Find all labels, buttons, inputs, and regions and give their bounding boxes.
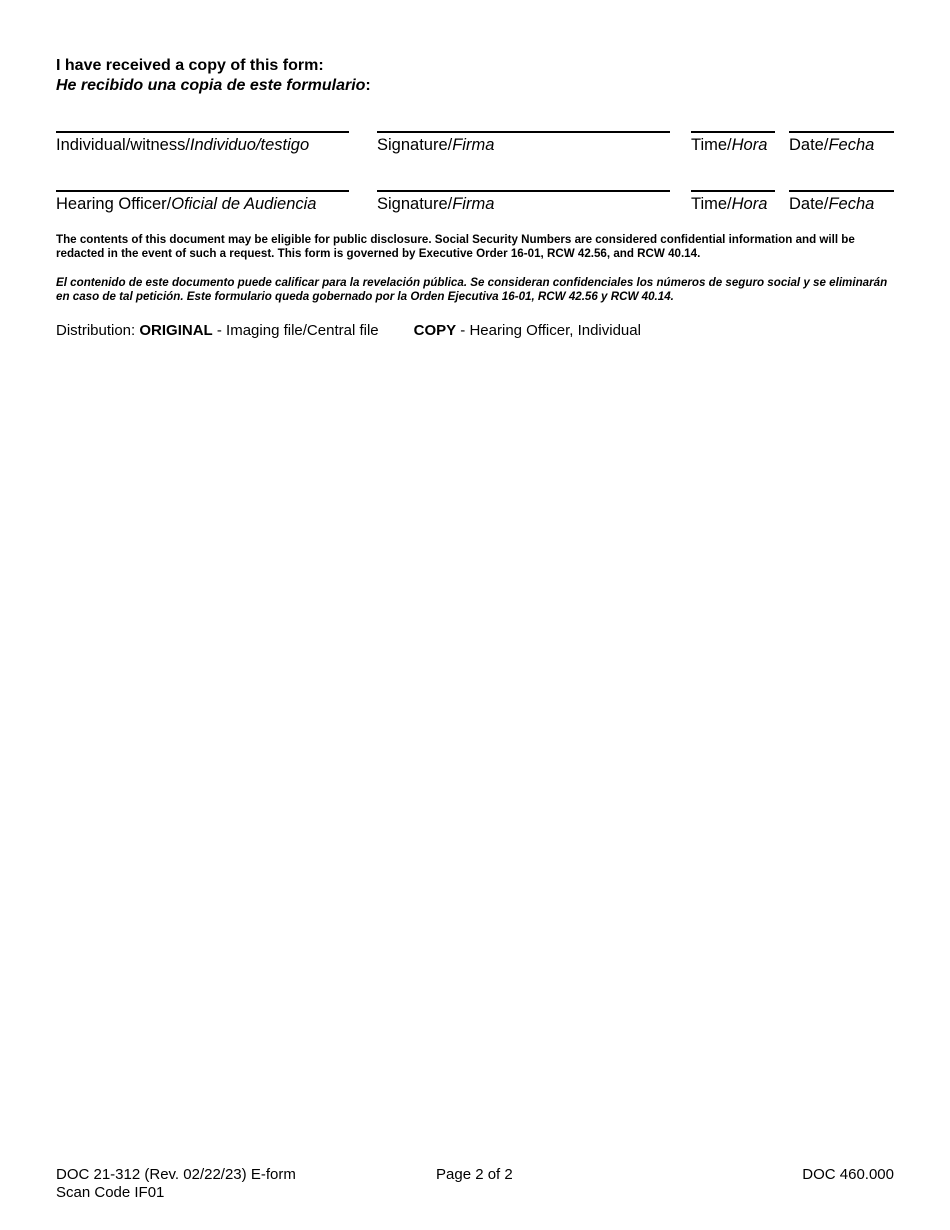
- time-label-es: Hora: [731, 195, 768, 213]
- scan-code: Scan Code IF01: [56, 1184, 165, 1201]
- date-label-es: Fecha: [828, 195, 875, 213]
- individual-date-line[interactable]: [789, 131, 894, 155]
- individual-label-es: Individuo/testigo: [189, 136, 310, 154]
- time-label: Time/: [691, 195, 732, 213]
- heading-spanish: [56, 76, 371, 96]
- date-label: Date/: [789, 195, 829, 213]
- signature-row-individual: [0, 131, 950, 161]
- signature-label: Signature/: [377, 195, 453, 213]
- heading-english: I have received a copy of this form:: [56, 57, 324, 74]
- time-label: Time/: [691, 136, 732, 154]
- hearing-officer-date-line[interactable]: [789, 190, 894, 214]
- hearing-officer-time-line[interactable]: [691, 190, 775, 214]
- heading-spanish-colon: :: [365, 77, 371, 94]
- policy-number: DOC 460.000: [802, 1166, 894, 1183]
- disclosure-notice-spanish: El contenido de este documento puede calificar para la revelación pública. Se consideran confidenciales los números de seguro social y se eliminarán en caso de tal petición. Este formulario queda gobernado por la Orden Ejecutiva 16-01, RCW 42.56 y RCW 40.14.: [56, 276, 888, 303]
- individual-label: Individual/witness/: [56, 136, 190, 154]
- individual-time-line[interactable]: [691, 131, 775, 155]
- hearing-officer-label-es: Oficial de Audiencia: [171, 195, 317, 213]
- time-label-es: Hora: [731, 136, 768, 154]
- form-number: DOC 21-312 (Rev. 02/22/23) E-form: [56, 1166, 296, 1183]
- date-label-es: Fecha: [828, 136, 875, 154]
- signature-row-hearing-officer: [0, 190, 950, 220]
- individual-signature-line[interactable]: [377, 131, 670, 155]
- individual-name-line[interactable]: [56, 131, 349, 155]
- signature-label-es: Firma: [452, 195, 495, 213]
- hearing-officer-signature-line[interactable]: [377, 190, 670, 214]
- page-number: Page 2 of 2: [436, 1166, 513, 1183]
- distribution-copy-text: - Hearing Officer, Individual: [456, 322, 641, 339]
- distribution-line: [56, 321, 641, 341]
- hearing-officer-name-line[interactable]: [56, 190, 349, 214]
- date-label: Date/: [789, 136, 829, 154]
- distribution-original-text: - Imaging file/Central file: [212, 322, 379, 339]
- disclosure-notice-english: The contents of this document may be eligible for public disclosure. Social Security Numbers are considered confidential information and will be redacted in the event of such a request. This form is governed by Executive Order 16-01, RCW 42.56, and RCW 40.14.: [56, 233, 855, 260]
- heading-spanish-text: He recibido una copia de este formulario: [56, 77, 366, 94]
- distribution-copy-label: COPY: [413, 322, 457, 339]
- distribution-original-label: ORIGINAL: [139, 322, 213, 339]
- footer-form-info: [56, 1166, 296, 1202]
- distribution-label: Distribution:: [56, 322, 140, 339]
- hearing-officer-label: Hearing Officer/: [56, 195, 172, 213]
- signature-label-es: Firma: [452, 136, 495, 154]
- signature-label: Signature/: [377, 136, 453, 154]
- acknowledgement-heading: [56, 56, 371, 96]
